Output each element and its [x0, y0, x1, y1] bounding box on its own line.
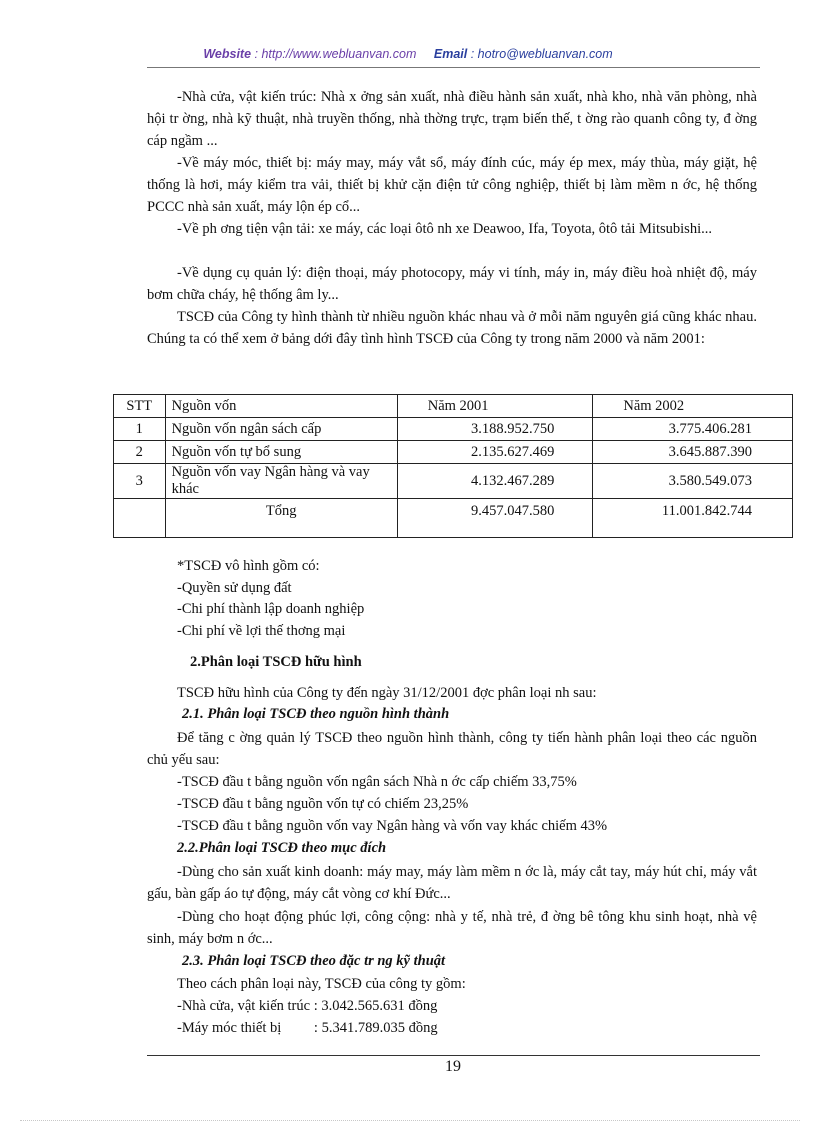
- row-stt: 3: [114, 464, 166, 499]
- row-value-2002: 3.580.549.073: [593, 464, 793, 499]
- paragraph-fixed-assets-intro: TSCĐ của Công ty hình thành từ nhiều nguồn khác nhau và ở mỗi năm nguyên giá cũng khác nhau. Chúng ta có thể xem ở bảng dới đây tình hình TSCĐ của Công ty trong năm 2000 và năm 2001:: [147, 309, 757, 347]
- origin-item: -TSCĐ đầu t bằng nguồn vốn vay Ngân hàng và vốn vay khác chiếm 43%: [177, 818, 608, 834]
- email-value[interactable]: : hotro@webluanvan.com: [470, 47, 613, 61]
- row-source: Nguồn vốn vay Ngân hàng và vay khác: [165, 464, 397, 499]
- row-source: Nguồn vốn ngân sách cấp: [165, 418, 397, 441]
- header-stt: STT: [114, 395, 166, 418]
- row-value-2001: 3.188.952.750: [397, 418, 593, 441]
- header-year-2002: Năm 2002: [593, 395, 793, 418]
- paragraph-machinery: -Về máy móc, thiết bị: máy may, máy vắt sổ, máy đính cúc, máy ép mex, máy thùa, máy giặt, hệ thống là hơi, máy kiểm tra vải, thiết bị khử cặn điện tử công nghiệp, thiết bị làm mềm n ớc, hệ thống PCCC nhà sản xuất, máy lộn ép cổ...: [147, 155, 757, 215]
- row-stt: 1: [114, 418, 166, 441]
- website-label: Website: [203, 47, 252, 61]
- total-stt: [114, 499, 166, 538]
- website-url[interactable]: : http://www.webluanvan.com: [254, 47, 417, 61]
- capital-sources-table: [113, 394, 793, 538]
- purpose-paragraph-production: -Dùng cho sản xuất kinh doanh: máy may, máy làm mềm n ớc là, máy cắt tay, máy hút chỉ, máy vắt gấu, bàn gấp áo tự động, máy cắt vòng cơ khí Đức...: [147, 864, 757, 902]
- total-value-2002: 11.001.842.744: [593, 499, 793, 538]
- row-value-2001: 4.132.467.289: [397, 464, 593, 499]
- footer-divider: [147, 1055, 760, 1056]
- technical-item: -Nhà cửa, vật kiến trúc : 3.042.565.631 đồng: [177, 998, 438, 1014]
- row-source: Nguồn vốn tự bổ sung: [165, 441, 397, 464]
- table-header-row: [114, 395, 793, 418]
- page-header: [0, 47, 816, 61]
- origin-item: -TSCĐ đầu t bằng nguồn vốn tự có chiếm 23,25%: [177, 796, 469, 812]
- total-value-2001: 9.457.047.580: [397, 499, 593, 538]
- total-label: Tổng: [165, 499, 397, 538]
- table-row: [114, 418, 793, 441]
- row-value-2002: 3.645.887.390: [593, 441, 793, 464]
- table-row: [114, 441, 793, 464]
- intangible-item: -Quyền sử dụng đất: [177, 580, 292, 596]
- row-value-2001: 2.135.627.469: [397, 441, 593, 464]
- origin-item: -TSCĐ đầu t bằng nguồn vốn ngân sách Nhà n ớc cấp chiếm 33,75%: [177, 774, 577, 790]
- header-divider: [147, 67, 760, 68]
- paragraph-management-tools: -Về dụng cụ quản lý: điện thoại, máy photocopy, máy vi tính, máy in, máy điều hoà nhiệt độ, máy bơm chữa cháy, hệ thống âm ly...: [147, 265, 757, 303]
- purpose-paragraph-welfare: -Dùng cho hoạt động phúc lợi, công cộng: nhà y tế, nhà trẻ, đ ờng bê tông khu sinh hoạt, nhà vệ sinh, máy bơm n ớc...: [147, 909, 757, 947]
- header-year-2001: Năm 2001: [397, 395, 593, 418]
- section-intro: TSCĐ hữu hình của Công ty đến ngày 31/12/2001 đợc phân loại nh sau:: [177, 685, 597, 701]
- subsection-heading-technical: 2.3. Phân loại TSCĐ theo đặc tr ng kỹ thuật: [182, 953, 446, 969]
- page-bottom-border: [20, 1120, 800, 1121]
- intangible-title: *TSCĐ vô hình gồm có:: [177, 558, 320, 574]
- table-row: [114, 464, 793, 499]
- technical-intro: Theo cách phân loại này, TSCĐ của công ty gồm:: [177, 976, 466, 992]
- subsection-origin-paragraph: Để tăng c ờng quản lý TSCĐ theo nguồn hình thành, công ty tiến hành phân loại theo các nguồn chủ yếu sau:: [147, 730, 757, 768]
- subsection-heading-origin: 2.1. Phân loại TSCĐ theo nguồn hình thành: [182, 706, 450, 722]
- section-heading-tangible: 2.Phân loại TSCĐ hữu hình: [190, 654, 362, 670]
- email-label: Email: [433, 47, 468, 61]
- paragraph-vehicles: -Về ph ơng tiện vận tải: xe máy, các loại ôtô nh xe Deawoo, Ifa, Toyota, ôtô tải Mitsubishi...: [177, 221, 712, 237]
- intangible-item: -Chi phí về lợi thế thơng mại: [177, 623, 346, 639]
- row-stt: 2: [114, 441, 166, 464]
- table-total-row: [114, 499, 793, 538]
- subsection-heading-purpose: 2.2.Phân loại TSCĐ theo mục đích: [177, 840, 387, 856]
- paragraph-buildings: -Nhà cửa, vật kiến trúc: Nhà x ởng sản xuất, nhà điều hành sản xuất, nhà kho, nhà văn phòng, nhà hội tr ờng, nhà kỹ thuật, nhà truyền thống, nhà thờng trực, trạm biến thế, t ờng rào quanh công ty, đ ờng cáp ngầm ...: [147, 89, 757, 149]
- page-number: 19: [445, 1058, 461, 1075]
- technical-item: -Máy móc thiết bị : 5.341.789.035 đồng: [177, 1020, 438, 1036]
- header-source: Nguồn vốn: [165, 395, 397, 418]
- row-value-2002: 3.775.406.281: [593, 418, 793, 441]
- intangible-item: -Chi phí thành lập doanh nghiệp: [177, 601, 365, 617]
